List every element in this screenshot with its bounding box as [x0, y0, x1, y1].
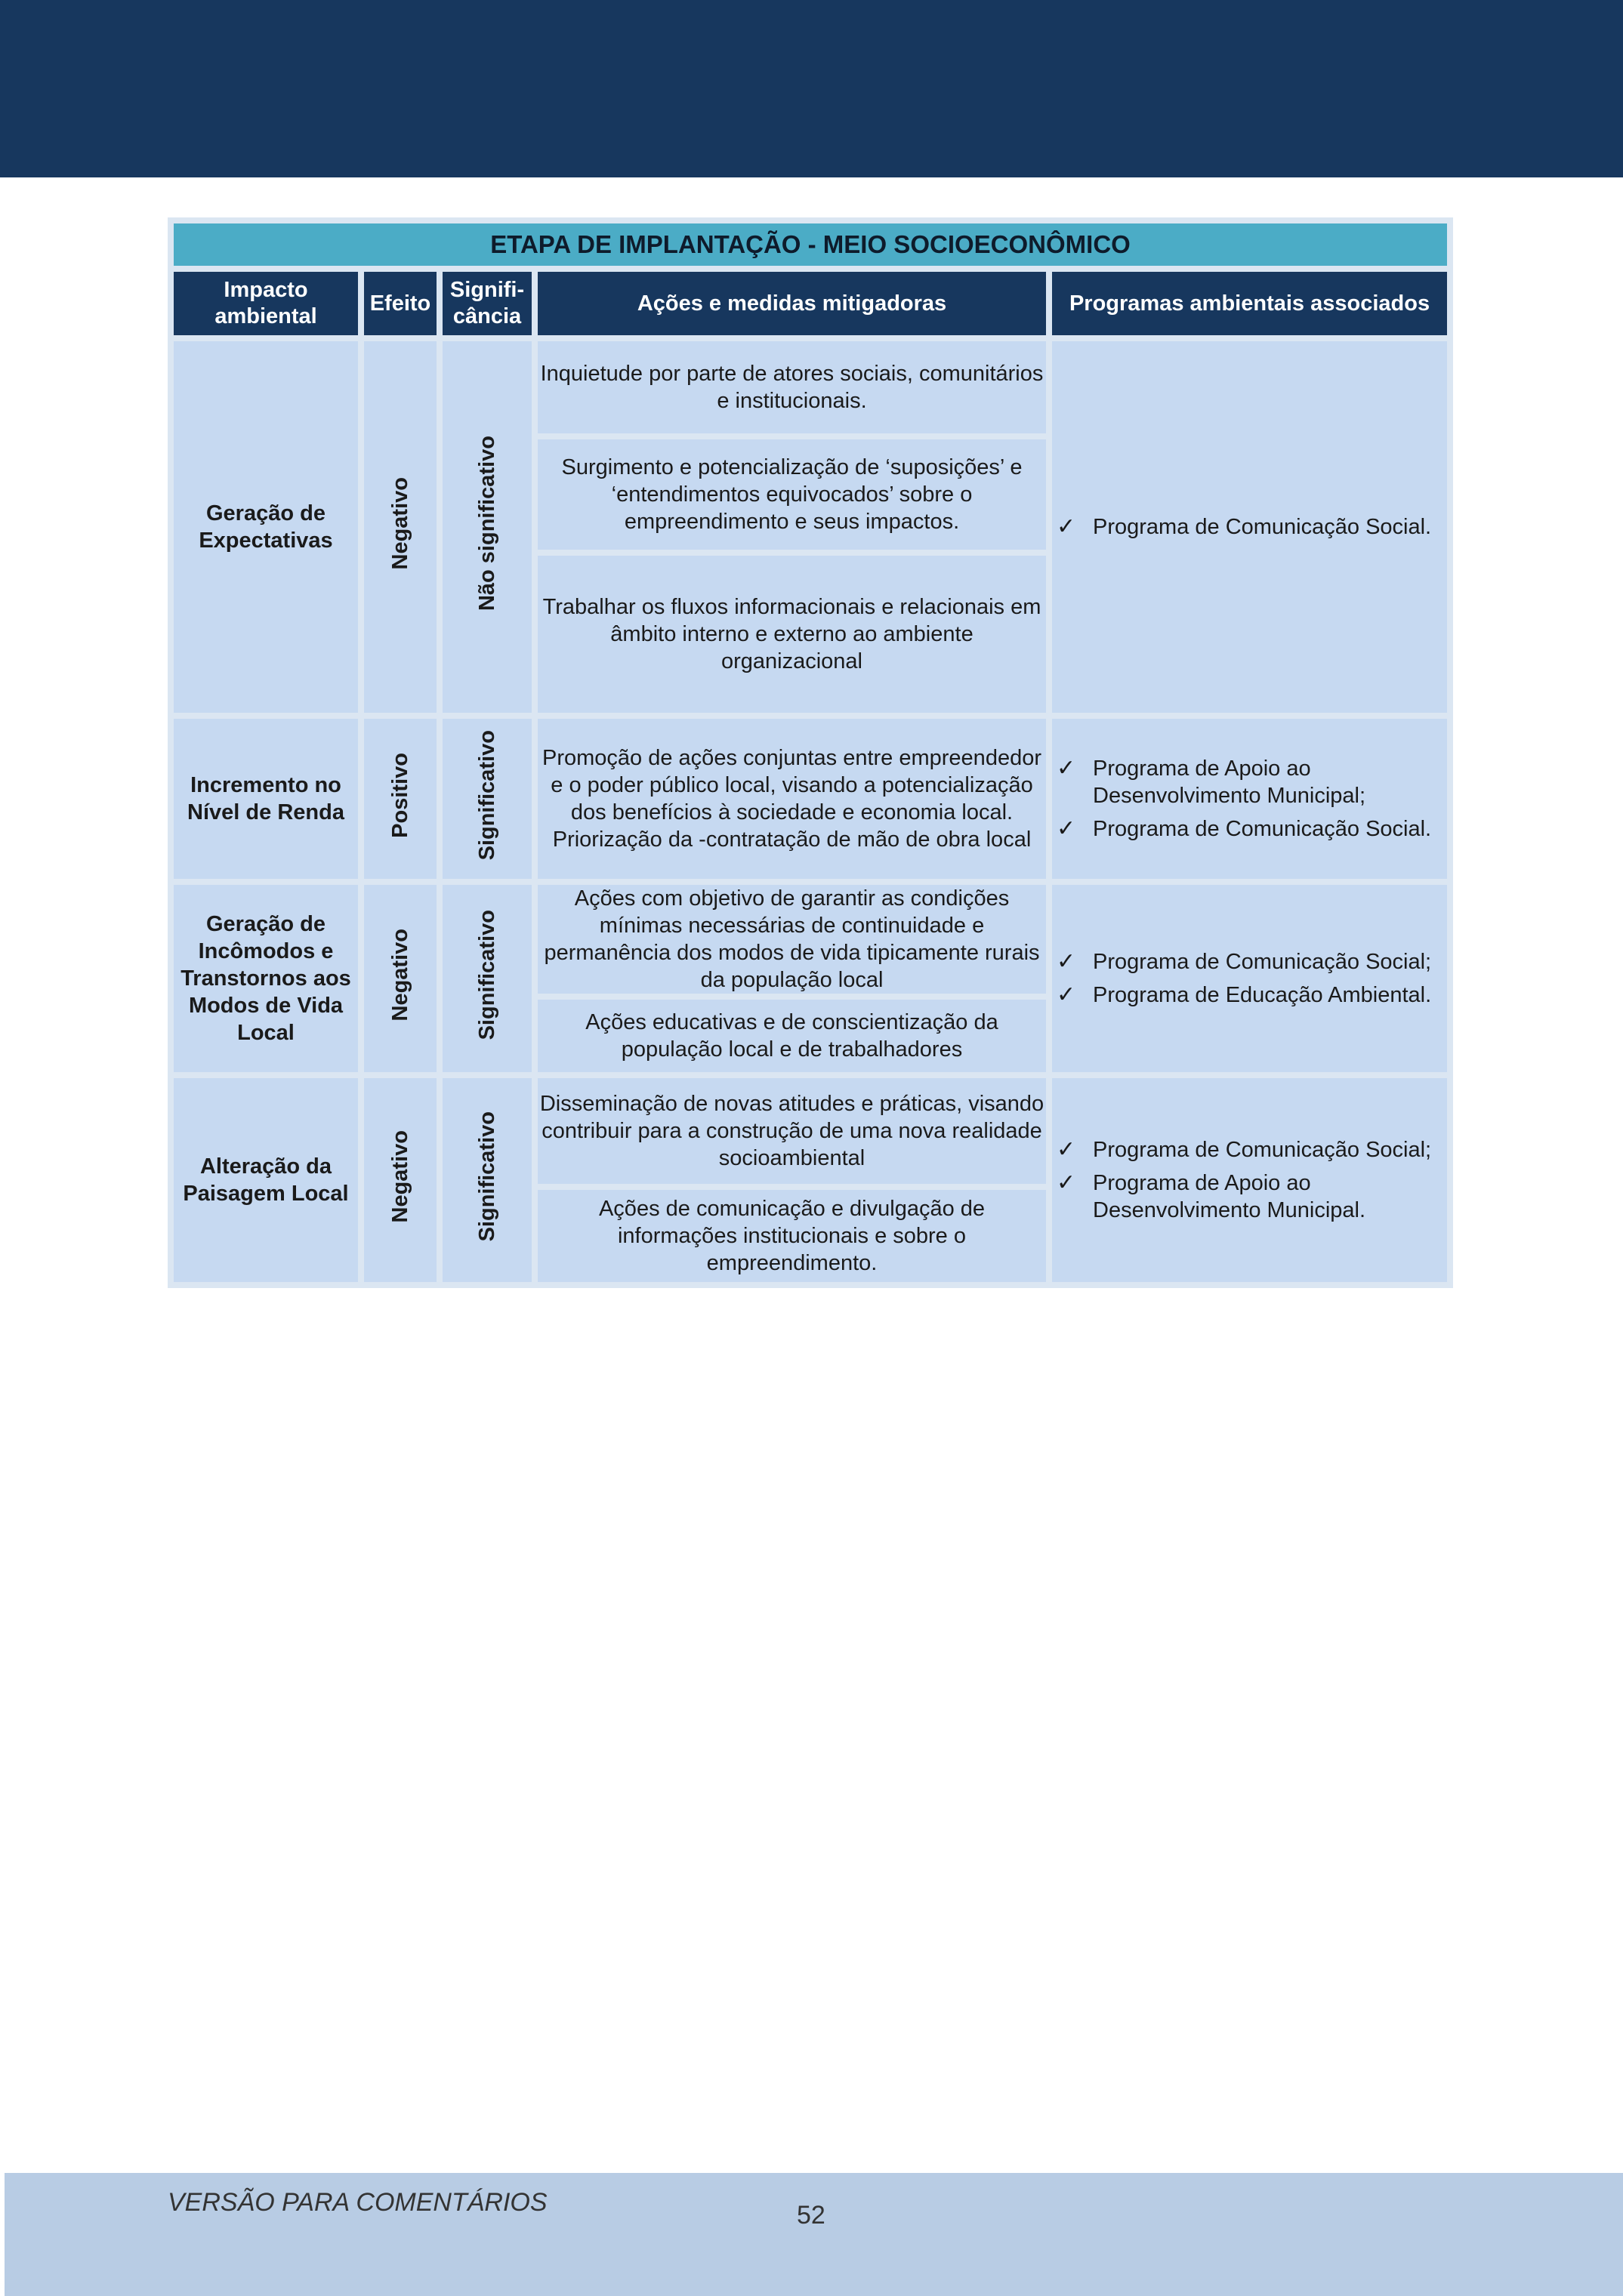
impact-cell: Geração de Expectativas	[174, 341, 358, 713]
significance-label: Significativo	[475, 730, 499, 861]
header-significancia: Signifi-cância	[443, 272, 532, 335]
program-label: Programa de Comunicação Social;	[1093, 1138, 1432, 1162]
header-impacto: Impacto ambiental	[174, 272, 358, 335]
check-icon: ✓	[1057, 756, 1076, 781]
table-row	[174, 885, 1447, 994]
action-cell: Ações de comunicação e divulgação de informações institucionais e sobre o empreendimento.	[538, 1190, 1046, 1282]
programs-list	[1057, 1136, 1441, 1224]
header-acoes: Ações e medidas mitigadoras	[538, 272, 1046, 335]
effect-label: Negativo	[388, 1130, 412, 1223]
program-item	[1057, 815, 1441, 843]
effect-label: Negativo	[388, 477, 412, 570]
program-label: Programa de Educação Ambiental.	[1093, 983, 1432, 1007]
program-item	[1057, 755, 1441, 809]
check-icon: ✓	[1057, 949, 1076, 974]
effect-cell	[364, 885, 437, 1072]
page-number: 52	[797, 2201, 825, 2230]
impact-table	[168, 217, 1453, 1288]
significance-label: Não significativo	[475, 436, 499, 612]
action-text: Promoção de ações conjuntas entre empreendedor e o poder público local, visando a potencialização dos benefícios à sociedade e economia local.	[542, 746, 1041, 824]
action-cell: Disseminação de novas atitudes e práticas, visando contribuir para a construção de uma nova realidade socioambiental	[538, 1078, 1046, 1184]
action-text: Priorização da -contratação de mão de obra local	[552, 827, 1032, 852]
check-icon: ✓	[1057, 816, 1076, 841]
programs-cell	[1052, 341, 1447, 713]
table-row	[174, 341, 1447, 433]
check-icon: ✓	[1057, 1170, 1076, 1195]
impact-cell: Alteração da Paisagem Local	[174, 1078, 358, 1282]
program-item	[1057, 982, 1441, 1009]
programs-cell	[1052, 885, 1447, 1072]
impact-table-wrapper	[168, 217, 1450, 1288]
significance-label: Significativo	[475, 1111, 499, 1242]
top-banner	[0, 0, 1623, 177]
table-row	[174, 1078, 1447, 1184]
table-title: ETAPA DE IMPLANTAÇÃO - MEIO SOCIOECONÔMICO	[174, 223, 1447, 266]
impact-cell: Geração de Incômodos e Transtornos aos Modos de Vida Local	[174, 885, 358, 1072]
significance-label: Significativo	[475, 910, 499, 1040]
significance-cell	[443, 719, 532, 879]
programs-list	[1057, 755, 1441, 843]
programs-cell	[1052, 719, 1447, 879]
effect-cell	[364, 1078, 437, 1282]
effect-cell	[364, 719, 437, 879]
effect-cell	[364, 341, 437, 713]
program-label: Programa de Comunicação Social.	[1093, 515, 1432, 539]
significance-cell	[443, 1078, 532, 1282]
program-item	[1057, 513, 1441, 541]
header-efeito: Efeito	[364, 272, 437, 335]
program-item	[1057, 1170, 1441, 1224]
effect-label: Positivo	[388, 753, 412, 838]
action-cell	[538, 719, 1046, 879]
program-item	[1057, 1136, 1441, 1163]
action-cell: Ações educativas e de conscientização da população local e de trabalhadores	[538, 1000, 1046, 1072]
header-programas: Programas ambientais associados	[1052, 272, 1447, 335]
program-item	[1057, 948, 1441, 975]
program-label: Programa de Apoio ao Desenvolvimento Municipal;	[1093, 757, 1366, 808]
action-cell: Inquietude por parte de atores sociais, comunitários e institucionais.	[538, 341, 1046, 433]
program-label: Programa de Comunicação Social;	[1093, 950, 1432, 974]
programs-list	[1057, 513, 1441, 541]
check-icon: ✓	[1057, 514, 1076, 539]
action-cell: Ações com objetivo de garantir as condições mínimas necessárias de continuidade e permanência dos modos de vida tipicamente rurais da população local	[538, 885, 1046, 994]
footer-version-label: VERSÃO PARA COMENTÁRIOS	[168, 2188, 548, 2217]
impact-cell: Incremento no Nível de Renda	[174, 719, 358, 879]
check-icon: ✓	[1057, 982, 1076, 1007]
significance-cell	[443, 341, 532, 713]
table-row	[174, 719, 1447, 879]
programs-cell	[1052, 1078, 1447, 1282]
program-label: Programa de Comunicação Social.	[1093, 817, 1432, 841]
effect-label: Negativo	[388, 929, 412, 1022]
check-icon: ✓	[1057, 1137, 1076, 1162]
significance-cell	[443, 885, 532, 1072]
action-cell: Trabalhar os fluxos informacionais e relacionais em âmbito interno e externo ao ambiente organizacional	[538, 556, 1046, 713]
program-label: Programa de Apoio ao Desenvolvimento Municipal.	[1093, 1171, 1366, 1222]
programs-list	[1057, 948, 1441, 1009]
action-cell: Surgimento e potencialização de ‘suposições’ e ‘entendimentos equivocados’ sobre o empreendimento e seus impactos.	[538, 439, 1046, 550]
